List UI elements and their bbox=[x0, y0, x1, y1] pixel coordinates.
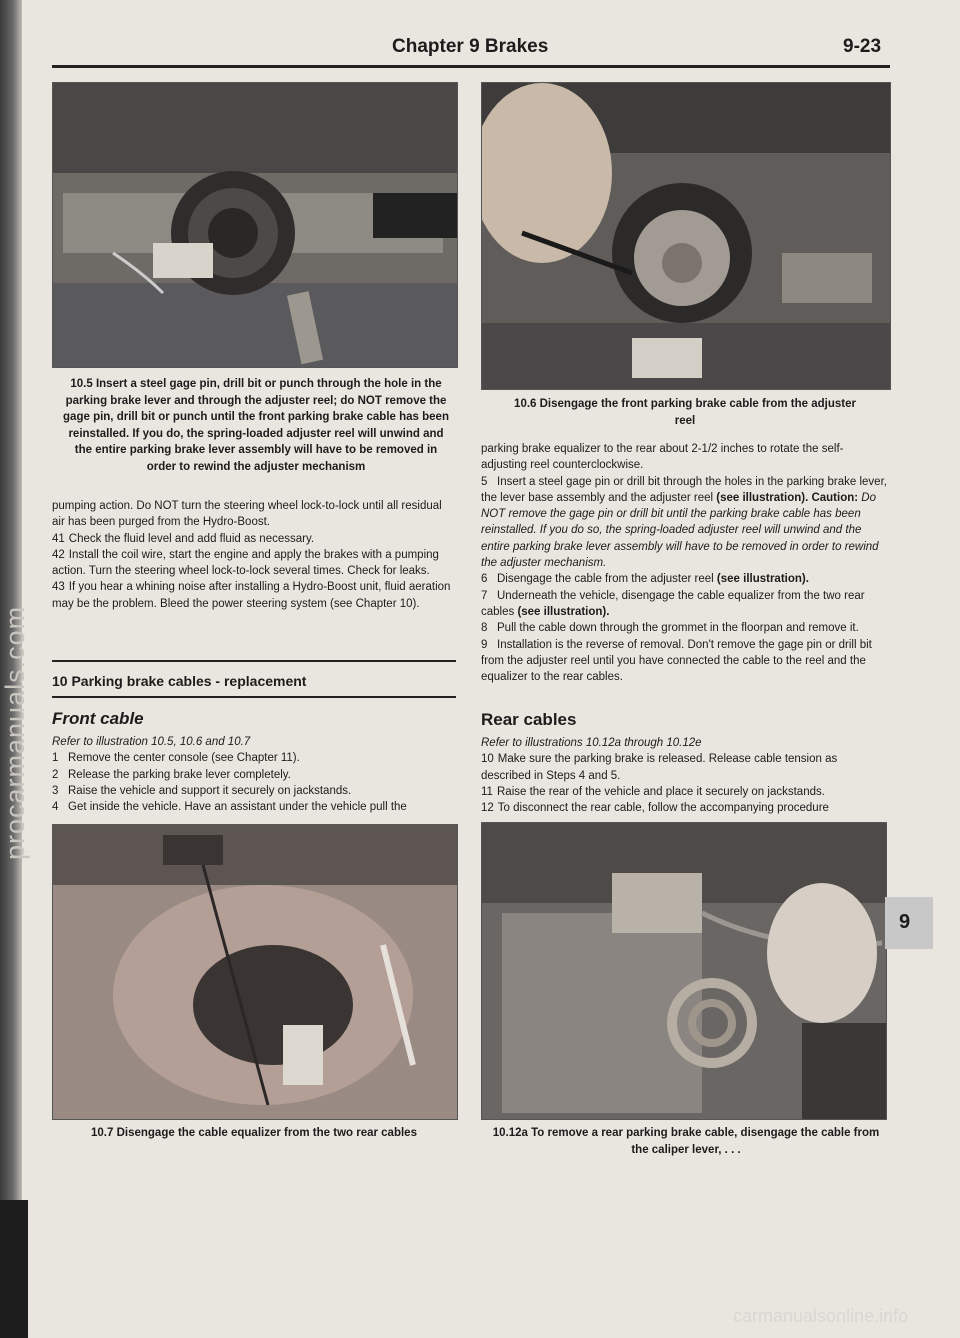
step-number: 10 bbox=[481, 753, 494, 766]
step-number: 9 bbox=[481, 638, 488, 651]
photo-10-7 bbox=[52, 824, 458, 1120]
step-number: 12 bbox=[481, 802, 494, 815]
step-10 bbox=[481, 751, 889, 784]
photo-10-5 bbox=[52, 82, 458, 368]
step-text: Raise the vehicle and support it securely on jackstands. bbox=[68, 784, 352, 797]
right-column-text bbox=[481, 441, 889, 685]
left-column-text bbox=[52, 498, 456, 612]
paragraph: parking brake equalizer to the rear about 2-1/2 inches to rotate the self-adjusting reel counterclockwise. bbox=[481, 443, 844, 472]
step-2 bbox=[52, 767, 456, 783]
step-4 bbox=[52, 799, 456, 815]
step-8 bbox=[481, 620, 889, 636]
front-cable-heading: Front cable bbox=[52, 709, 144, 728]
step-43 bbox=[52, 579, 456, 612]
rear-cables-steps bbox=[481, 735, 889, 816]
side-watermark bbox=[0, 560, 54, 860]
step-number: 2 bbox=[52, 768, 59, 781]
step-number: 43 bbox=[52, 581, 65, 594]
chapter-tab bbox=[885, 897, 933, 949]
step-text: Installation is the reverse of removal. Don't remove the gage pin or drill bit from the adjuster reel until you have connected the cable to the reel and the equalizer to the rear cables. bbox=[481, 638, 872, 684]
step-number: 5 bbox=[481, 475, 488, 488]
step-number: 8 bbox=[481, 622, 488, 635]
step-6 bbox=[481, 571, 889, 587]
step-text-bold: (see illustration). Caution: bbox=[716, 491, 859, 504]
step-number: 42 bbox=[52, 548, 65, 561]
caption-10-7: 10.7 Disengage the cable equalizer from the two rear cables bbox=[91, 1127, 417, 1139]
front-cable-steps bbox=[52, 734, 456, 815]
header-rule bbox=[52, 65, 890, 68]
step-text: Make sure the parking brake is released. Release cable tension as described in Steps 4 and 5. bbox=[481, 753, 838, 782]
step-41 bbox=[52, 531, 456, 547]
step-text-bold: (see illustration). bbox=[517, 605, 610, 618]
step-11 bbox=[481, 784, 889, 800]
step-3 bbox=[52, 783, 456, 799]
step-text: Remove the center console (see Chapter 11). bbox=[68, 752, 300, 765]
step-42 bbox=[52, 547, 456, 580]
step-1 bbox=[52, 750, 456, 766]
chapter-title: Chapter 9 Brakes bbox=[392, 36, 549, 57]
rear-cables-heading: Rear cables bbox=[481, 710, 577, 729]
step-9 bbox=[481, 637, 889, 686]
step-text: Disengage the cable from the adjuster reel bbox=[497, 573, 717, 586]
illustration-reference: Refer to illustrations 10.12a through 10.12e bbox=[481, 737, 702, 749]
page-number: 9-23 bbox=[843, 36, 882, 57]
binding-dark-edge bbox=[0, 1200, 28, 1338]
photo-10-12a bbox=[481, 822, 887, 1120]
step-5 bbox=[481, 474, 889, 572]
step-text: Pull the cable down through the grommet in the floorpan and remove it. bbox=[497, 622, 859, 635]
step-text: Release the parking brake lever completely. bbox=[68, 768, 291, 781]
step-number: 11 bbox=[481, 785, 493, 798]
step-7 bbox=[481, 588, 889, 621]
chapter-tab-number: 9 bbox=[899, 911, 911, 933]
step-text: Raise the rear of the vehicle and place it securely on jackstands. bbox=[497, 785, 825, 798]
section-rule-top bbox=[52, 660, 456, 662]
paragraph: pumping action. Do NOT turn the steering wheel lock-to-lock until all residual air has been purged from the Hydro-Boost. bbox=[52, 500, 442, 529]
step-text-bold: (see illustration). bbox=[716, 573, 809, 586]
section-rule-bottom bbox=[52, 696, 456, 698]
step-text: If you hear a whining noise after installing a Hydro-Boost unit, fluid aeration may be the problem. Bleed the power steering system (see Chapter 10). bbox=[52, 581, 451, 610]
step-number: 6 bbox=[481, 573, 488, 586]
caption-10-12a: 10.12a To remove a rear parking brake cable, disengage the cable from the caliper lever, . . . bbox=[492, 1127, 880, 1156]
step-number: 4 bbox=[52, 801, 59, 814]
step-text: Install the coil wire, start the engine and apply the brakes with a pumping action. Turn the steering wheel lock-to-lock several times. Check for leaks. bbox=[52, 548, 439, 578]
step-text: Check the fluid level and add fluid as necessary. bbox=[68, 532, 315, 545]
step-text: Get inside the vehicle. Have an assistant under the vehicle pull the bbox=[68, 801, 407, 814]
step-text: Underneath the vehicle, disengage the cable equalizer from the two rear cables bbox=[481, 589, 865, 618]
step-text: To disconnect the rear cable, follow the accompanying procedure bbox=[497, 802, 829, 815]
caption-10-5: 10.5 Insert a steel gage pin, drill bit or punch through the hole in the parking brake lever and through the adjuster reel; do NOT remove the gage pin, drill bit or punch until the front parking brake cable has been reinstalled. If you do, the spring-loaded adjuster reel will unwind and the entire parking brake lever assembly will have to be removed in order to rewind the adjuster mechanism bbox=[63, 378, 449, 473]
step-number: 3 bbox=[52, 784, 59, 797]
bottom-watermark: carmanualsonline.info bbox=[733, 1306, 909, 1326]
step-number: 1 bbox=[52, 752, 59, 765]
step-12 bbox=[481, 800, 889, 816]
photo-10-6 bbox=[481, 82, 891, 390]
step-number: 7 bbox=[481, 589, 488, 602]
side-watermark-text: procarmanuals.com bbox=[0, 605, 30, 860]
illustration-reference: Refer to illustration 10.5, 10.6 and 10.7 bbox=[52, 736, 251, 748]
caption-10-6: 10.6 Disengage the front parking brake cable from the adjuster reel bbox=[514, 398, 856, 427]
section-heading: 10 Parking brake cables - replacement bbox=[52, 673, 307, 689]
step-number: 41 bbox=[52, 532, 65, 545]
step-text: Insert a steel gage pin or drill bit through the holes in the parking brake lever, the lever base assembly and the adjuster reel bbox=[481, 475, 887, 504]
caution-text: Do NOT remove the gage pin or drill bit until the parking brake cable has been reinstalled. If you do so, the spring-loaded adjuster reel will unwind and the entire parking brake lever assembly will have to be removed in order to rewind the adjuster mechanism. bbox=[481, 491, 879, 570]
